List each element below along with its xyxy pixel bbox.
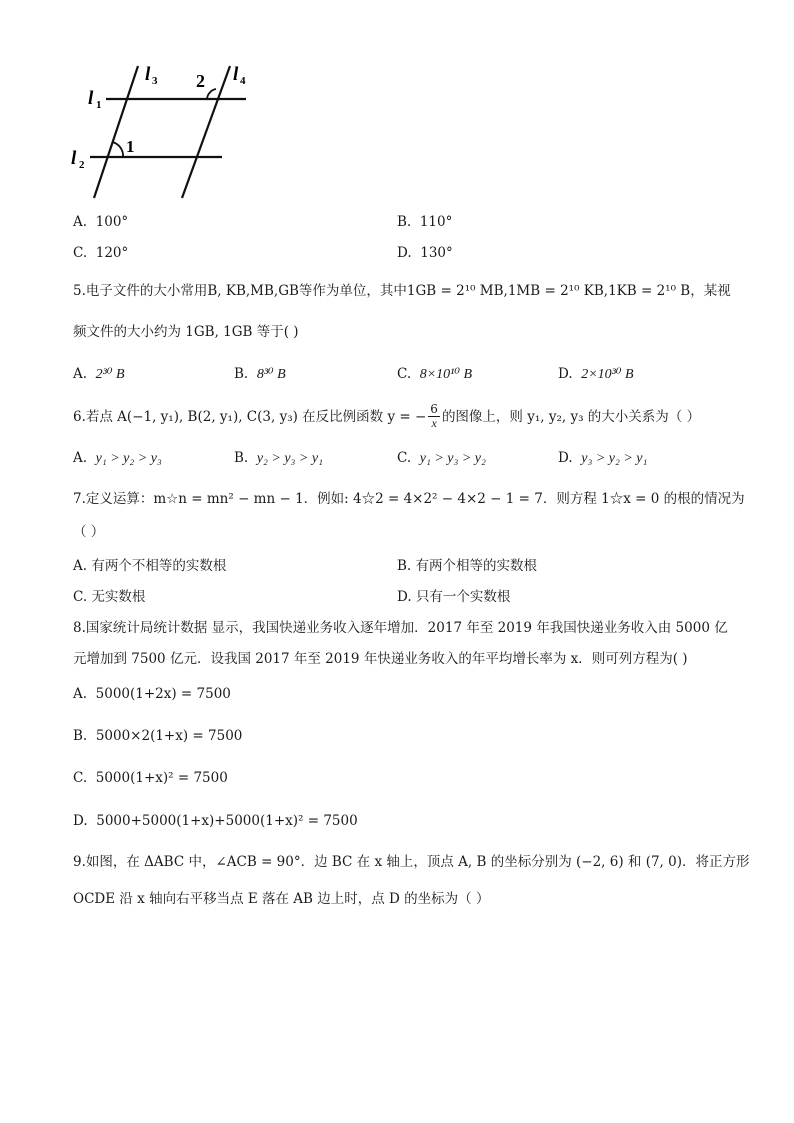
option-key: A. xyxy=(73,558,88,574)
q6-option-a[interactable] xyxy=(73,448,162,469)
q8-stem-line2: 元增加到 7500 亿元．设我国 2017 年至 2019 年快递业务收入的年平均增长率为 x．则可列方程为( ) xyxy=(73,651,688,667)
q5-stem-line2: 频文件的大小约为 1GB, 1GB 等于( ) xyxy=(73,324,299,340)
q6-stem-post: 的图像上，则 y₁, y₂, y₃ 的大小关系为（ ） xyxy=(441,408,701,425)
option-text: y₃ > y₂ > y₁ xyxy=(581,451,648,466)
option-text: 2³⁰ B xyxy=(95,367,125,382)
option-key: B. xyxy=(397,558,412,574)
angle-1-arc xyxy=(112,142,123,157)
option-key: C. xyxy=(397,366,412,382)
q4-option-a[interactable] xyxy=(73,212,128,232)
option-text: 110° xyxy=(419,214,453,230)
q5-option-d[interactable] xyxy=(558,364,634,385)
option-text: y₂ > y₃ > y₁ xyxy=(256,451,323,466)
fraction xyxy=(428,403,440,430)
option-text: 有两个相等的实数根 xyxy=(415,558,538,574)
option-text: 8×10¹⁰ B xyxy=(419,367,473,382)
parallel-lines-figure xyxy=(68,62,258,204)
label-l4-sub: 4 xyxy=(240,75,246,87)
option-text: 有两个不相等的实数根 xyxy=(91,558,227,574)
q8-option-c[interactable] xyxy=(73,768,228,788)
line-l3 xyxy=(94,66,138,198)
option-key: D. xyxy=(397,245,412,261)
q7-option-c[interactable] xyxy=(73,587,145,607)
q8-stem-line1: 8.国家统计局统计数据 显示，我国快递业务收入逐年增加．2017 年至 2019 年我国快递业务收入由 5000 亿 xyxy=(73,620,728,636)
option-key: B. xyxy=(234,366,249,382)
option-key: C. xyxy=(397,450,412,466)
q4-option-d[interactable] xyxy=(397,243,453,263)
option-text: 2×10³⁰ B xyxy=(581,367,634,382)
q6-option-d[interactable] xyxy=(558,448,647,469)
q7-stem-line1: 7.定义运算：m☆n = mn² − mn − 1．例如: 4☆2 = 4×2² − 4×2 − 1 = 7．则方程 1☆x = 0 的根的情况为 xyxy=(73,491,745,507)
q6-stem xyxy=(73,403,700,430)
q4-option-b[interactable] xyxy=(397,212,452,232)
option-text: 100° xyxy=(95,214,129,230)
q6-stem-pre: 6.若点 A(−1, y₁), B(2, y₁), C(3, y₃) 在反比例函数 y = − xyxy=(73,408,427,425)
option-text: 130° xyxy=(420,245,453,261)
option-key: D. xyxy=(73,813,88,829)
option-key: B. xyxy=(73,728,88,744)
q5-option-a[interactable] xyxy=(73,364,125,385)
option-text: 5000×2(1+x) = 7500 xyxy=(95,728,243,744)
option-key: D. xyxy=(397,589,412,605)
q6-option-b[interactable] xyxy=(234,448,323,469)
option-key: D. xyxy=(558,366,573,382)
label-l1-sub: 1 xyxy=(96,99,102,111)
option-key: C. xyxy=(73,770,88,786)
label-l1: l xyxy=(88,88,94,109)
option-text: 5000(1+2x) = 7500 xyxy=(95,686,231,702)
q4-option-c[interactable] xyxy=(73,243,128,263)
q7-option-a[interactable] xyxy=(73,556,226,576)
option-key: A. xyxy=(73,450,88,466)
option-key: A. xyxy=(73,214,88,230)
fraction-numerator: 6 xyxy=(430,402,438,416)
q8-option-d[interactable] xyxy=(73,811,358,831)
option-text: 5000(1+x)² = 7500 xyxy=(95,770,228,786)
option-text: 无实数根 xyxy=(91,589,146,605)
q7-option-d[interactable] xyxy=(397,587,510,607)
option-key: D. xyxy=(558,450,573,466)
option-text: y₁ > y₃ > y₂ xyxy=(419,451,486,466)
label-angle-2: 2 xyxy=(196,71,205,91)
q9-stem-line2: OCDE 沿 x 轴向右平移当点 E 落在 AB 边上时，点 D 的坐标为（ ） xyxy=(73,891,490,907)
q7-stem-line2: （ ） xyxy=(73,524,105,540)
label-l3: l xyxy=(145,64,151,85)
option-text: y₁ > y₂ > y₃ xyxy=(95,451,162,466)
option-text: 5000+5000(1+x)+5000(1+x)² = 7500 xyxy=(96,813,358,829)
q7-option-b[interactable] xyxy=(397,556,537,576)
option-key: A. xyxy=(73,686,88,702)
q5-stem-line1: 5.电子文件的大小常用B, KB,MB,GB等作为单位，其中1GB = 2¹⁰ MB,1MB = 2¹⁰ KB,1KB = 2¹⁰ B，某视 xyxy=(73,283,731,299)
option-key: C. xyxy=(73,589,88,605)
q8-option-a[interactable] xyxy=(73,684,231,704)
option-text: 只有一个实数根 xyxy=(415,589,511,605)
angle-2-arc xyxy=(207,89,216,99)
fraction-denominator: x xyxy=(431,416,437,430)
option-key: A. xyxy=(73,366,88,382)
option-text: 120° xyxy=(95,245,129,261)
q8-option-b[interactable] xyxy=(73,726,242,746)
q5-option-c[interactable] xyxy=(397,364,472,385)
label-angle-1: 1 xyxy=(126,137,135,156)
label-l2: l xyxy=(71,148,77,169)
option-key: B. xyxy=(397,214,412,230)
line-l4 xyxy=(182,66,230,198)
label-l3-sub: 3 xyxy=(152,75,158,87)
option-text: 8³⁰ B xyxy=(256,367,286,382)
q5-option-b[interactable] xyxy=(234,364,286,385)
label-l2-sub: 2 xyxy=(79,159,85,171)
label-l4: l xyxy=(233,64,239,85)
option-key: B. xyxy=(234,450,249,466)
q6-option-c[interactable] xyxy=(397,448,486,469)
option-key: C. xyxy=(73,245,88,261)
q9-stem-line1: 9.如图，在 ΔABC 中，∠ACB = 90°．边 BC 在 x 轴上，顶点 A, B 的坐标分别为 (−2, 6) 和 (7, 0)．将正方形 xyxy=(73,854,750,870)
